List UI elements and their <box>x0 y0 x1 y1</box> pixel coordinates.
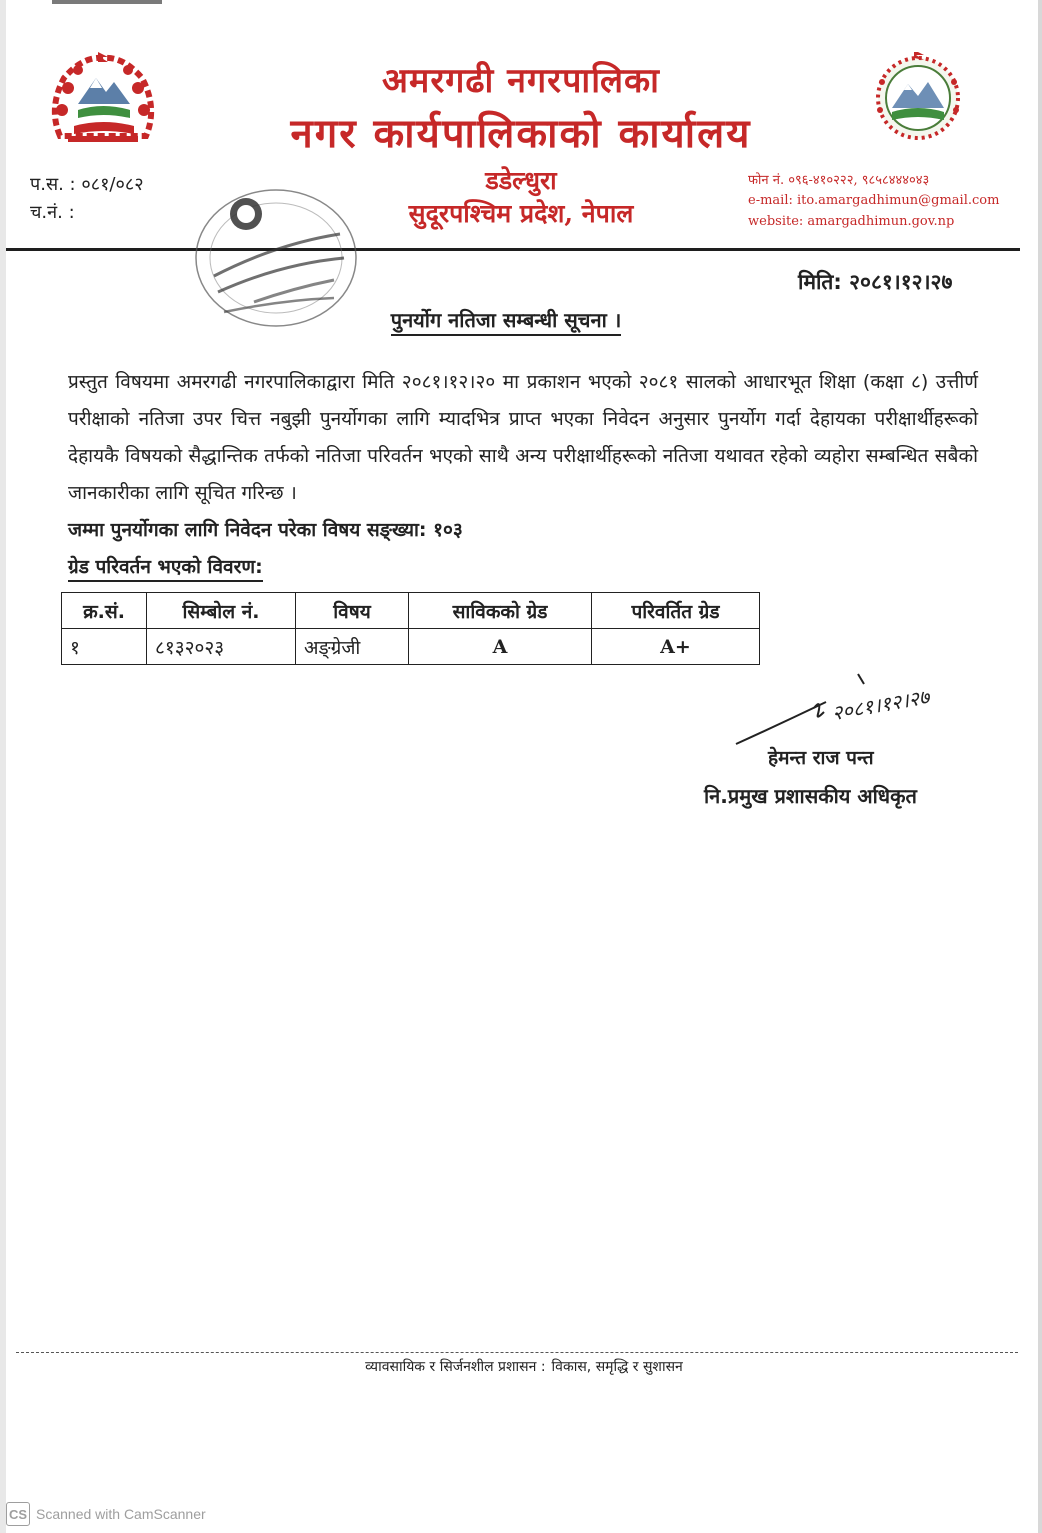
signer-name: हेमन्त राज पन्त <box>768 747 874 769</box>
table-row <box>62 629 760 665</box>
handwritten-signature <box>730 668 970 748</box>
notice-body: प्रस्तुत विषयमा अमरगढी नगरपालिकाद्वारा मिति २०८१।१२।२० मा प्रकाशन भएको २०८१ सालको आधारभूत शिक्षा (कक्षा ८) उत्तीर्ण परीक्षाको नतिजा उपर चित्त नबुझी पुनर्योगका लागि म्यादभित्र प्राप्त भएका निवेदन अनुसार पुनर्योग गर्दा देहायका परीक्षार्थीहरूको देहायकै विषयको सैद्धान्तिक तर्फको नतिजा परिवर्तन भएको साथै अन्य परीक्षार्थीहरूको नतिजा यथावत रहेको व्यहोरा सम्बन्धित सबैको जानकारीका लागि सूचित गरिन्छ । <box>68 371 978 504</box>
province-name: सुदूरपश्चिम प्रदेश, नेपाल <box>408 199 634 228</box>
camscanner-logo-icon: CS <box>6 1502 30 1526</box>
district-name: डडेल्धुरा <box>485 166 557 195</box>
signature-date: २०८१।१२।२७ <box>830 684 932 726</box>
camscanner-watermark <box>6 1502 206 1526</box>
notice-date: मिति: २०८१।१२।२७ <box>798 270 953 294</box>
col-symbol-no: सिम्बोल नं. <box>147 593 296 629</box>
scan-artifact <box>52 0 162 4</box>
fiscal-year-ref: प.स. : ०८१/०८२ <box>30 174 144 195</box>
col-subject: विषय <box>296 593 409 629</box>
municipality-name: अमरगढी नगरपालिका <box>382 61 660 101</box>
col-old-grade: साविकको ग्रेड <box>409 593 592 629</box>
footer-motto <box>0 1357 1042 1376</box>
table-header-row <box>62 593 760 629</box>
dispatch-no-ref: च.नं. : <box>30 202 75 223</box>
footer-motto-value: विकास, समृद्धि र सुशासन <box>551 1359 683 1375</box>
cell-new-grade: A+ <box>592 629 760 665</box>
total-applications: जम्मा पुनर्योगका लागि निवेदन परेका विषय सङ्ख्या: १०३ <box>68 519 463 541</box>
cell-serial: १ <box>62 629 147 665</box>
cell-subject: अङ्ग्रेजी <box>296 629 409 665</box>
header-divider <box>6 248 1020 251</box>
camscanner-text: Scanned with CamScanner <box>36 1506 206 1522</box>
contact-phone: फोन नं. ०९६-४१०२२२, ९८५८४४४०४३ <box>748 173 930 188</box>
signer-designation: नि.प्रमुख प्रशासकीय अधिकृत <box>704 784 917 808</box>
footer-motto-label: व्यावसायिक र सिर्जनशील प्रशासन : <box>365 1359 546 1375</box>
cell-old-grade: A <box>409 629 592 665</box>
cell-symbol-no: ८१३२०२३ <box>147 629 296 665</box>
notice-subject <box>0 306 1042 333</box>
grade-change-table <box>61 592 760 665</box>
notice-subject-text: पुनर्योग नतिजा सम्बन्धी सूचना । <box>391 308 622 336</box>
col-new-grade: परिवर्तित ग्रेड <box>592 593 760 629</box>
office-name: नगर कार्यपालिकाको कार्यालय <box>290 110 752 157</box>
grade-change-heading: ग्रेड परिवर्तन भएको विवरण: <box>68 553 263 582</box>
footer-divider <box>16 1352 1018 1353</box>
col-serial: क्र.सं. <box>62 593 147 629</box>
contact-email: e-mail: ito.amargadhimun@gmail.com <box>748 193 1000 208</box>
contact-website: website: amargadhimun.gov.np <box>748 214 955 229</box>
